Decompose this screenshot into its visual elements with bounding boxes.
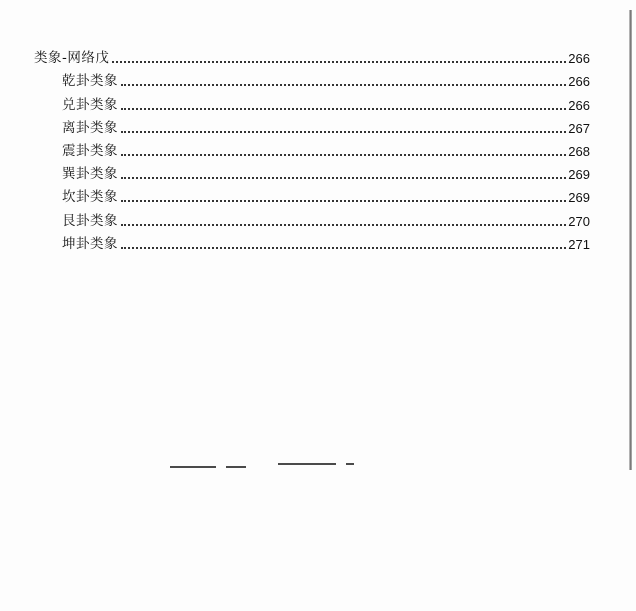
toc-entry-page: 266 <box>568 51 590 67</box>
toc-entry <box>34 67 590 90</box>
toc-entry-title: 坤卦类象 <box>62 235 118 252</box>
toc-entry-title: 类象-网络戊 <box>34 50 110 67</box>
toc-entry <box>34 114 590 137</box>
toc-entry <box>34 230 590 253</box>
toc-dot-leader <box>112 61 566 63</box>
toc-entry <box>34 90 590 113</box>
toc-dot-leader <box>121 131 566 133</box>
scan-artifact-line <box>278 463 336 465</box>
toc-entry-page: 271 <box>568 236 590 252</box>
toc-entry-page: 268 <box>568 143 590 159</box>
toc-dot-leader <box>121 154 566 156</box>
toc-entry <box>34 44 590 67</box>
toc-entry-title: 震卦类象 <box>62 142 118 159</box>
toc-dot-leader <box>121 224 566 226</box>
toc-dot-leader <box>121 200 566 202</box>
toc-entry-page: 270 <box>568 213 590 229</box>
scan-page-edge <box>629 10 632 470</box>
toc-entry-page: 269 <box>568 167 590 183</box>
toc-entry-page: 266 <box>568 74 590 90</box>
toc-entry-title: 离卦类象 <box>62 119 118 136</box>
toc-entry-page: 266 <box>568 97 590 113</box>
scan-artifact-line <box>346 463 354 465</box>
toc-entry-title: 兑卦类象 <box>62 96 118 113</box>
toc-entry <box>34 206 590 229</box>
toc-entry-title: 巽卦类象 <box>62 166 118 183</box>
toc-dot-leader <box>121 84 566 86</box>
toc-dot-leader <box>121 247 566 249</box>
toc-dot-leader <box>121 108 566 110</box>
table-of-contents <box>34 44 590 253</box>
toc-dot-leader <box>121 177 566 179</box>
toc-entry-page: 267 <box>568 120 590 136</box>
toc-entry-title: 坎卦类象 <box>62 189 118 206</box>
scan-artifact-line <box>170 466 216 468</box>
toc-entry-title: 艮卦类象 <box>62 212 118 229</box>
toc-entry <box>34 183 590 206</box>
toc-entry-page: 269 <box>568 190 590 206</box>
toc-entry-title: 乾卦类象 <box>62 73 118 90</box>
scan-artifact-line <box>226 466 246 468</box>
toc-entry <box>34 160 590 183</box>
toc-entry <box>34 137 590 160</box>
